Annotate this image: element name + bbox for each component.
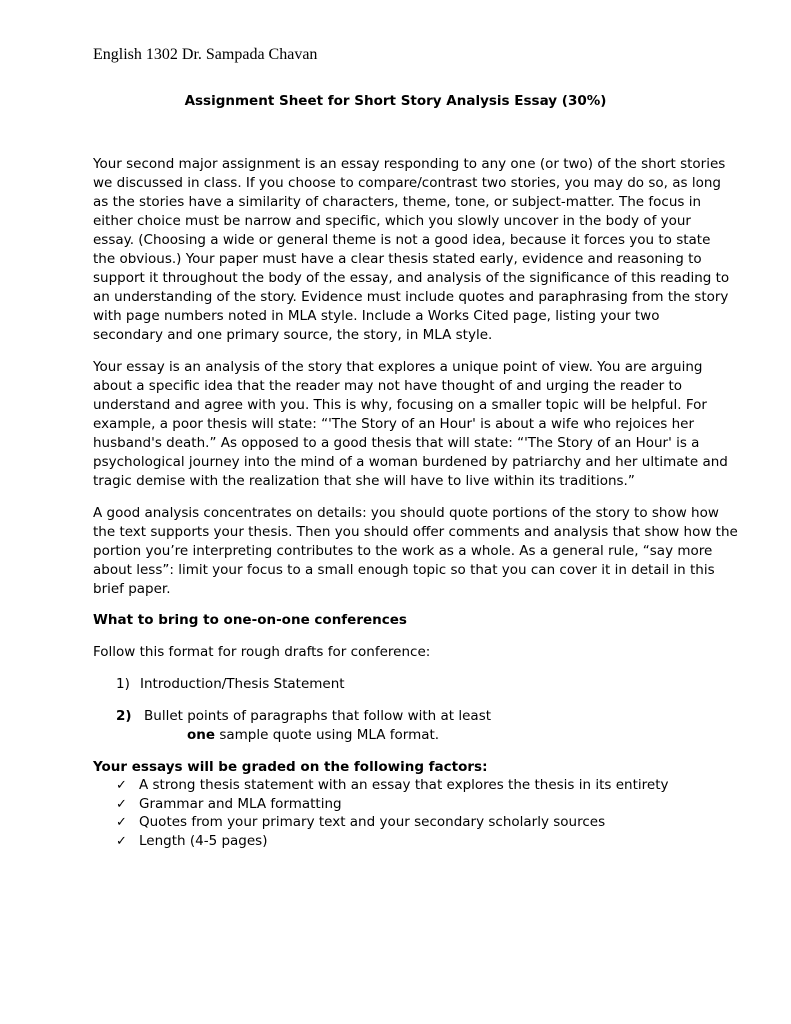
course-header: English 1302 Dr. Sampada Chavan (93, 46, 318, 63)
text-line: understand and agree with you. This is why, focusing on a smaller topic will be helpful. For (93, 397, 707, 413)
text-line: with page numbers noted in MLA style. Include a Works Cited page, listing your two (93, 308, 660, 324)
list-item-text: Bullet points of paragraphs that follow with at least (144, 708, 492, 724)
checklist-item (116, 776, 668, 795)
paragraph-good-analysis (93, 504, 738, 599)
text-line: support it throughout the body of the essay, and analysis of the significance of this reading to (93, 270, 730, 286)
emphasis-text: one (187, 727, 216, 743)
text-line: the obvious.) Your paper must have a clear thesis stated early, evidence and reasoning to (93, 251, 702, 267)
conference-heading: What to bring to one-on-one conferences (93, 612, 407, 628)
text-line: portion you’re interpreting contributes to the work as a whole. As a general rule, “say more (93, 543, 713, 559)
checkmark-icon: ✓ (116, 815, 127, 831)
checkmark-icon: ✓ (116, 834, 127, 850)
list-item-continuation (187, 726, 439, 745)
text-line: secondary and one primary source, the story, in MLA style. (93, 327, 493, 343)
paragraph-point-of-view (93, 358, 728, 491)
text-line: we discussed in class. If you choose to compare/contrast two stories, you may do so, as long (93, 175, 721, 191)
checklist-item-text: Quotes from your primary text and your secondary scholarly sources (139, 814, 606, 831)
checkmark-icon: ✓ (116, 778, 127, 793)
text-line: as the stories have a similarity of characters, theme, tone, or subject-matter. The focus in (93, 194, 702, 210)
list-number: 2) (116, 708, 132, 724)
checkmark-icon: ✓ (116, 796, 127, 812)
text-line: Your essay is an analysis of the story that explores a unique point of view. You are arguing (93, 359, 703, 375)
text-line: essay. (Choosing a wide or general theme is not a good idea, because it forces you to state (93, 232, 711, 248)
text-line: A good analysis concentrates on details: you should quote portions of the story to show how (93, 505, 719, 521)
text-line: the text supports your thesis. Then you should offer comments and analysis that show how the (93, 524, 738, 540)
checklist-item-text: A strong thesis statement with an essay that explores the thesis in its entirety (139, 777, 669, 793)
checklist-item (116, 832, 668, 851)
text-line: Your second major assignment is an essay responding to any one (or two) of the short stories (93, 156, 726, 172)
document-title: Assignment Sheet for Short Story Analysis Essay (30%) (184, 93, 607, 109)
paragraph-assignment-overview (93, 155, 730, 345)
list-number: 1) (116, 676, 130, 692)
checklist-item (116, 813, 668, 832)
text-line: husband's death.” As opposed to a good thesis that will state: “'The Story of an Hour' is a (93, 435, 700, 451)
conference-intro: Follow this format for rough drafts for conference: (93, 644, 431, 660)
text-line: an understanding of the story. Evidence must include quotes and paraphrasing from the story (93, 289, 729, 305)
checklist-item (116, 795, 668, 814)
text-line: example, a poor thesis will state: “'The Story of an Hour' is about a wife who rejoices her (93, 416, 695, 432)
grading-checklist (116, 776, 668, 851)
checklist-item-text: Grammar and MLA formatting (139, 795, 342, 812)
text-line: about a specific idea that the reader may not have thought of and urging the reader to (93, 378, 683, 394)
list-item-continuation-text: sample quote using MLA format. (215, 727, 440, 743)
text-line: brief paper. (93, 581, 171, 597)
checklist-item-text: Length (4-5 pages) (139, 833, 268, 850)
text-line: about less”: limit your focus to a small enough topic so that you can cover it in detail in this (93, 562, 715, 578)
grading-heading: Your essays will be graded on the following factors: (93, 759, 488, 775)
text-line: either choice must be narrow and specific, which you slowly uncover in the body of your (93, 213, 691, 229)
text-line: psychological journey into the mind of a woman burdened by patriarchy and her ultimate and (93, 454, 728, 470)
text-line: tragic demise with the realization that she will have to live within its traditions.” (93, 473, 635, 489)
list-item-text: Introduction/Thesis Statement (140, 676, 345, 692)
